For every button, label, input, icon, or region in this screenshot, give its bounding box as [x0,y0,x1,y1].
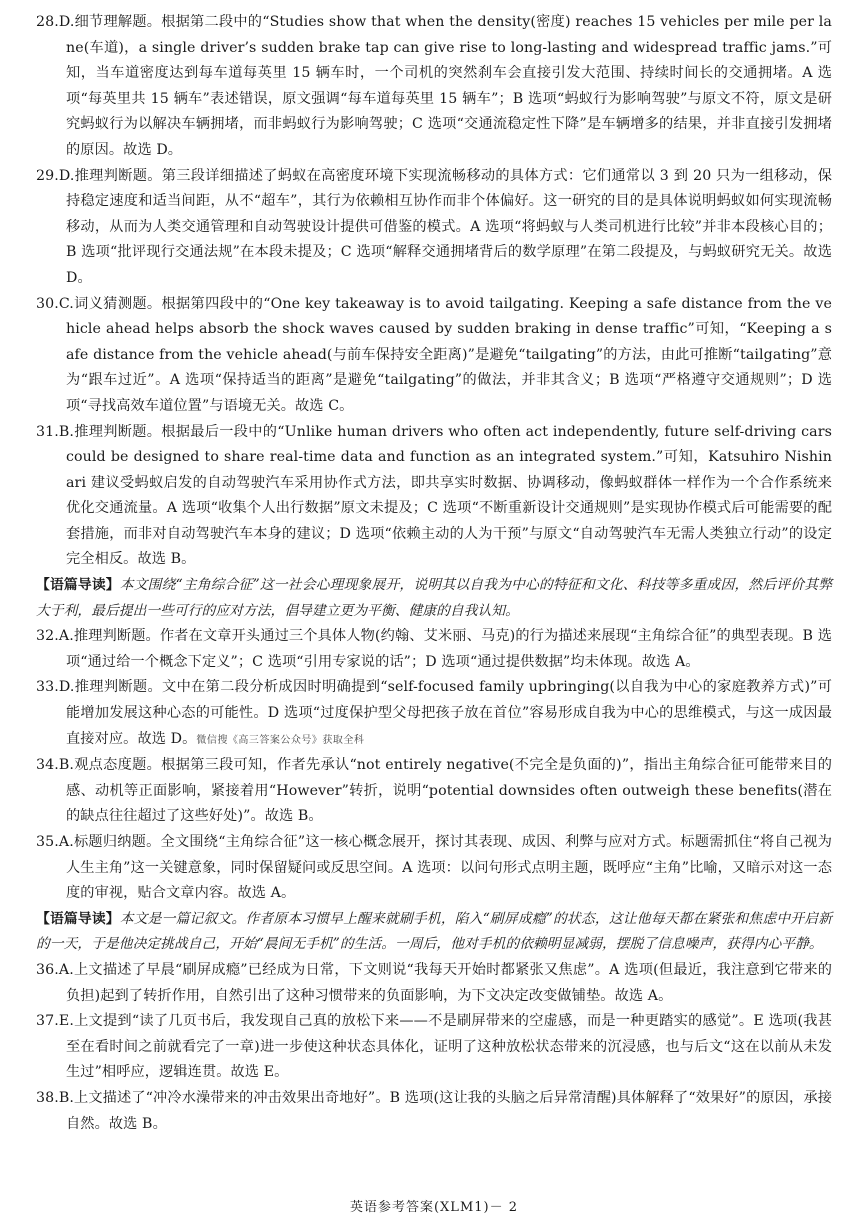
answer-number: 36.A. [36,961,74,978]
answer-29 [36,164,832,292]
answer-28 [36,10,832,164]
answer-text: 推理判断题。文中在第二段分析成因时明确提到“self-focused family upbringing(以自我为中心的家庭教养方式)”可能增加发展这种心态的可能性。D 选项“过度保护型父母把孩子放在首位”容易形成自我为中心的思维模式，与这一成因最直接对应。故选 D。 [66,679,832,747]
answer-text: 推理判断题。第三段详细描述了蚂蚁在高密度环境下实现流畅移动的具体方式：它们通常以 3 到 20 只为一组移动，保持稳定速度和适当间距，从不“超车”，其行为依赖相互协作而非个体偏好。这一研究的目的是具体说明蚂蚁如何实现流畅移动，从而为人类交通管理和自动驾驶设计提供可借鉴的模式。A 选项“将蚂蚁与人类司机进行比较”并非本段核心目的；B 选项“批评现行交通法规”在本段未提及；C 选项“解释交通拥堵背后的数学原理”在第二段提及，与蚂蚁研究无关。故选 D。 [66,167,832,286]
answer-text: 上文提到“读了几页书后，我发现自己真的放松下来——不是刷屏带来的空虚感，而是一种更踏实的感觉”。E 选项(我甚至在看时间之前就看完了一章)进一步使这种状态具体化，证明了这种放松状态带来的沉浸感，也与后文“这在以前从未发生过”相呼应，逻辑连贯。故选 E。 [66,1013,832,1081]
answer-text: 推理判断题。根据最后一段中的“Unlike human drivers who often act independently, future self-driving cars could be designed to share real-time data and function as an integrated system.”可知，Katsuhiro Nishinari 建议受蚂蚁启发的自动驾驶汽车采用协作式方法，即共享实时数据、协调移动，像蚂蚁群体一样作为一个合作系统来优化交通流量。A 选项“收集个人出行数据”原文未提及；C 选项“不断重新设计交通规则”是实现协作模式后可能需要的配套措施，而非对自动驾驶汽车本身的建议；D 选项“依赖主动的人为干预”与原文“自动驾驶汽车无需人类独立行动”的设定完全相反。故选 B。 [66,423,832,568]
intro-text: 本文是一篇记叙文。作者原本习惯早上醒来就刷手机，陷入“刷屏成瘾”的状态，这让他每天都在紧张和焦虑中开启新的一天，于是他决定挑战自己，开始“晨间无手机”的生活。一周后，他对手机的依赖明显减弱，摆脱了信息噪声，获得内心平静。 [36,910,833,953]
passage-intro-2 [36,907,832,958]
answer-31 [36,420,832,574]
passage-intro-1 [36,573,832,624]
answer-number: 32.A. [36,628,74,645]
answer-30 [36,292,832,420]
watermark-note: 微信搜《高三答案公众号》获取全科 [196,734,365,746]
answer-number: 34.B. [36,757,74,774]
answer-33 [36,675,832,753]
answer-number: 28.D. [36,14,75,30]
answer-text: 推理判断题。作者在文章开头通过三个具体人物(约翰、艾米丽、马克)的行为描述来展现“主角综合征”的典型表现。B 选项“通过给一个概念下定义”；C 选项“引用专家说的话”；D 选项“通过提供数据”均未体现。故选 A。 [66,628,832,670]
answer-36 [36,958,832,1009]
answer-number: 38.B. [36,1089,74,1106]
page-footer: 英语参考答案(XLM1)－ 2 [349,1200,519,1215]
intro-label: 【语篇导读】 [36,577,120,594]
answer-text: 观点态度题。根据第三段可知，作者先承认“not entirely negative(不完全是负面的)”，指出主角综合征可能带来目的感、动机等正面影响，紧接着用“However”转折，说明“potential downsides often outweigh these benefits(潜在的缺点往往超过了这些好处)”。故选 B。 [66,757,832,825]
answer-text: 标题归纳题。全文围绕“主角综合征”这一核心概念展开，探讨其表现、成因、利弊与应对方式。标题需抓住“将自己视为人生主角”这一关键意象，同时保留疑问或反思空间。A 选项：以问句形式点明主题，既呼应“主角”比喻，又暗示对这一态度的审视，贴合文章内容。故选 A。 [66,834,832,902]
intro-label: 【语篇导读】 [36,910,120,927]
answer-number: 30.C. [36,295,74,312]
answer-number: 37.E. [36,1013,74,1030]
answer-text: 词义猜测题。根据第四段中的“One key takeaway is to avoid tailgating. Keeping a safe distance from the vehicle ahead helps absorb the shock waves caused by sudden braking in dense traffic”可知，“Keeping a safe distance from the vehicle ahead(与前车保持安全距离)”是避免“tailgating”的方法，由此可推断“tailgating”意为“跟车过近”。A 选项“保持适当的距离”是避免“tailgating”的做法，并非其含义；B 选项“严格遵守交通规则”；D 选项“寻找高效车道位置”与语境无关。故选 C。 [66,295,832,414]
answer-32 [36,624,832,675]
answer-35 [36,830,832,907]
answer-text: 上文描述了早晨“刷屏成瘾”已经成为日常，下文则说“我每天开始时都紧张又焦虑”。A 选项(但最近，我注意到它带来的负担)起到了转折作用，自然引出了这种习惯带来的负面影响，为下文决定改变做铺垫。故选 A。 [66,961,832,1004]
answer-38 [36,1086,832,1137]
answer-number: 31.B. [36,423,74,440]
answer-34 [36,753,832,830]
answer-text: 细节理解题。根据第二段中的“Studies show that when the density(密度) reaches 15 vehicles per mile per lane(车道)，a single driver’s sudden brake tap can give rise to long-lasting and widespread traffic jams.”可知，当车道密度达到每车道每英里 15 辆车时，一个司机的突然刹车会直接引发大范围、持续时间长的交通拥堵。A 选项“每英里共 15 辆车”表述错误，原文强调“每车道每英里 15 辆车”；B 选项“蚂蚁行为影响驾驶”与原文不符，原文是研究蚂蚁行为以解决车辆拥堵，而非蚂蚁行为影响驾驶；C 选项“交通流稳定性下降”是车辆增多的结果，并非直接引发拥堵的原因。故选 D。 [66,14,832,158]
intro-text: 本文围绕“主角综合征”这一社会心理现象展开，说明其以自我为中心的特征和文化、科技等多重成因，然后评价其弊大于利，最后提出一些可行的应对方法，倡导建立更为平衡、健康的自我认知。 [36,577,833,619]
answer-text: 上文描述了“冲冷水澡带来的冲击效果出奇地好”。B 选项(这让我的头脑之后异常清醒)具体解释了“效果好”的原因，承接自然。故选 B。 [66,1089,832,1132]
answer-37 [36,1009,832,1086]
answer-number: 29.D. [36,167,75,184]
answer-number: 35.A. [36,834,74,850]
answer-page [36,10,832,1137]
answer-number: 33.D. [36,679,75,696]
